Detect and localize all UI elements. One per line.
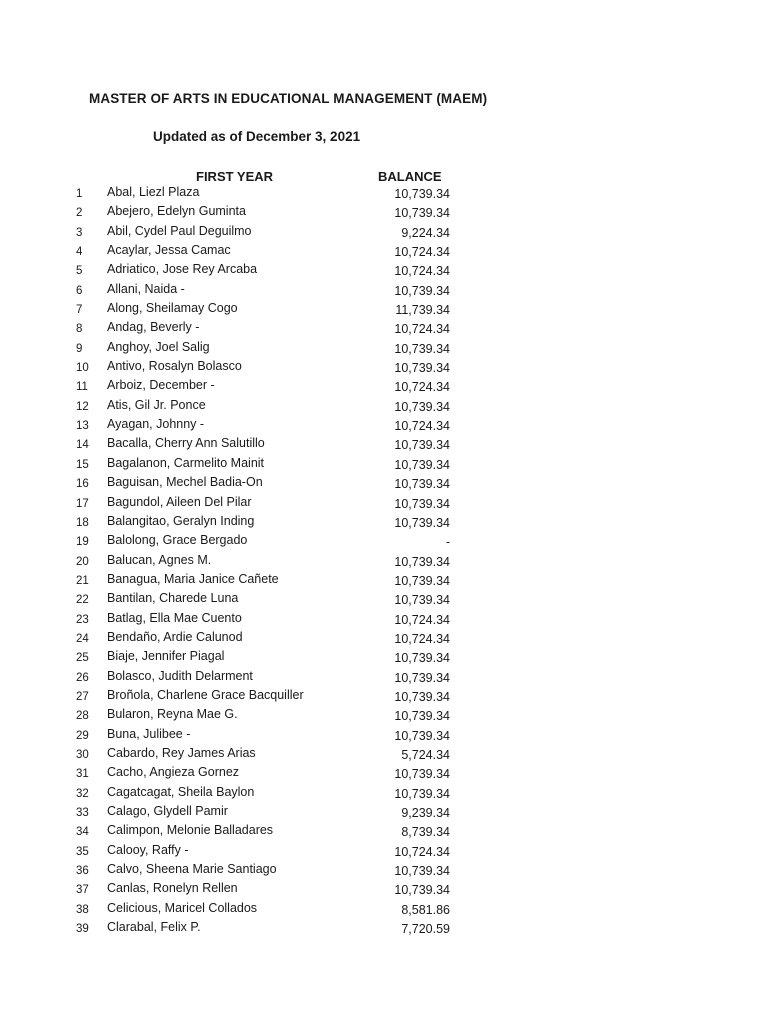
balance-value: 10,724.34 bbox=[394, 380, 450, 395]
table-row bbox=[0, 339, 768, 358]
row-number: 33 bbox=[76, 807, 89, 819]
student-name: Bolasco, Judith Delarment bbox=[107, 668, 253, 683]
balance-value: 10,739.34 bbox=[394, 670, 450, 685]
balance-value: 10,724.34 bbox=[394, 245, 450, 260]
balance-value: 10,739.34 bbox=[394, 283, 450, 298]
row-number: 21 bbox=[76, 574, 89, 587]
table-row bbox=[0, 203, 768, 222]
balance-value: 10,739.34 bbox=[394, 515, 450, 530]
row-number: 39 bbox=[76, 923, 89, 936]
balance-list bbox=[0, 184, 768, 938]
student-name: Abil, Cydel Paul Deguilmo bbox=[107, 223, 252, 238]
student-name: Balangitao, Geralyn Inding bbox=[107, 513, 255, 528]
table-row bbox=[0, 919, 768, 938]
balance-value: 10,739.34 bbox=[394, 573, 450, 588]
row-number: 25 bbox=[76, 652, 89, 665]
document-subtitle: Updated as of December 3, 2021 bbox=[153, 129, 361, 144]
table-row bbox=[0, 281, 768, 300]
balance-value: 9,224.34 bbox=[401, 225, 450, 240]
table-row bbox=[0, 822, 768, 841]
row-number: 20 bbox=[76, 555, 89, 568]
student-name: Adriatico, Jose Rey Arcaba bbox=[107, 262, 258, 277]
balance-value: - bbox=[445, 535, 450, 550]
row-number: 30 bbox=[76, 748, 89, 761]
table-row bbox=[0, 358, 768, 377]
table-row bbox=[0, 319, 768, 338]
student-name: Arboiz, December - bbox=[107, 378, 215, 393]
student-name: Calvo, Sheena Marie Santiago bbox=[107, 862, 277, 877]
student-name: Batlag, Ella Mae Cuento bbox=[107, 610, 242, 625]
table-row bbox=[0, 416, 768, 435]
table-row bbox=[0, 590, 768, 609]
balance-value: 10,739.34 bbox=[394, 187, 450, 201]
table-row bbox=[0, 242, 768, 261]
table-row bbox=[0, 513, 768, 532]
table-row bbox=[0, 474, 768, 493]
table-row bbox=[0, 880, 768, 899]
balance-value: 10,724.34 bbox=[394, 419, 450, 434]
row-number: 38 bbox=[76, 903, 89, 916]
row-number: 35 bbox=[76, 845, 89, 858]
table-row bbox=[0, 648, 768, 667]
row-number: 2 bbox=[76, 207, 83, 220]
student-name: Canlas, Ronelyn Rellen bbox=[107, 881, 238, 896]
row-number: 14 bbox=[76, 439, 89, 452]
row-number: 6 bbox=[76, 284, 83, 297]
row-number: 16 bbox=[76, 478, 89, 491]
balance-value: 10,739.34 bbox=[394, 864, 450, 879]
student-name: Andag, Beverly - bbox=[107, 320, 200, 335]
row-number: 34 bbox=[76, 826, 89, 839]
table-row bbox=[0, 377, 768, 396]
table-row bbox=[0, 397, 768, 416]
student-name: Bantilan, Charede Luna bbox=[107, 591, 239, 606]
table-row bbox=[0, 803, 768, 822]
row-number: 23 bbox=[76, 613, 89, 626]
table-row bbox=[0, 455, 768, 474]
balance-value: 10,739.34 bbox=[394, 399, 450, 414]
row-number: 4 bbox=[76, 246, 83, 259]
balance-value: 10,739.34 bbox=[394, 767, 450, 782]
row-number: 18 bbox=[76, 516, 89, 529]
table-row bbox=[0, 764, 768, 783]
balance-value: 10,724.34 bbox=[394, 322, 450, 337]
table-row bbox=[0, 745, 768, 764]
balance-value: 7,720.59 bbox=[401, 922, 450, 937]
table-row bbox=[0, 687, 768, 706]
table-row bbox=[0, 532, 768, 551]
row-number: 17 bbox=[76, 497, 89, 510]
table-row bbox=[0, 184, 768, 203]
table-row bbox=[0, 223, 768, 242]
table-row bbox=[0, 726, 768, 745]
student-name: Calimpon, Melonie Balladares bbox=[107, 823, 274, 838]
row-number: 10 bbox=[76, 362, 89, 375]
balance-value: 5,724.34 bbox=[401, 747, 450, 762]
student-name: Bularon, Reyna Mae G. bbox=[107, 707, 238, 722]
row-number: 7 bbox=[76, 304, 83, 317]
table-row bbox=[0, 571, 768, 590]
table-row bbox=[0, 261, 768, 280]
balance-value: 10,739.34 bbox=[394, 477, 450, 492]
row-number: 22 bbox=[76, 594, 89, 607]
row-number: 3 bbox=[76, 226, 83, 239]
student-name: Cagatcagat, Sheila Baylon bbox=[107, 784, 255, 799]
student-name: Calooy, Raffy - bbox=[107, 842, 189, 857]
row-number: 29 bbox=[76, 729, 89, 742]
row-number: 13 bbox=[76, 420, 89, 433]
student-name: Abal, Liezl Plaza bbox=[107, 185, 200, 199]
row-number: 32 bbox=[76, 787, 89, 800]
student-name: Balucan, Agnes M. bbox=[107, 552, 212, 567]
student-name: Bagundol, Aileen Del Pilar bbox=[107, 494, 252, 509]
balance-value: 11,739.34 bbox=[395, 303, 450, 318]
column-header-name: FIRST YEAR bbox=[196, 169, 274, 184]
student-name: Celicious, Maricel Collados bbox=[107, 900, 258, 915]
row-number: 37 bbox=[76, 884, 89, 897]
balance-value: 10,739.34 bbox=[394, 206, 450, 221]
student-name: Banagua, Maria Janice Cañete bbox=[107, 571, 279, 586]
balance-value: 10,739.34 bbox=[394, 651, 450, 666]
balance-value: 8,739.34 bbox=[401, 825, 450, 840]
balance-value: 10,739.34 bbox=[394, 361, 450, 376]
table-row bbox=[0, 784, 768, 803]
row-number: 28 bbox=[76, 710, 89, 723]
row-number: 27 bbox=[76, 690, 89, 703]
student-name: Balolong, Grace Bergado bbox=[107, 533, 248, 548]
student-name: Acaylar, Jessa Camac bbox=[107, 243, 231, 258]
table-row bbox=[0, 494, 768, 513]
student-name: Clarabal, Felix P. bbox=[107, 920, 201, 935]
balance-value: 10,739.34 bbox=[394, 554, 450, 569]
student-name: Anghoy, Joel Salig bbox=[107, 339, 210, 354]
balance-value: 10,739.34 bbox=[394, 689, 450, 704]
student-name: Biaje, Jennifer Piagal bbox=[107, 649, 225, 664]
row-number: 9 bbox=[76, 342, 83, 355]
student-name: Atis, Gil Jr. Ponce bbox=[107, 397, 206, 412]
row-number: 5 bbox=[76, 265, 83, 278]
table-row bbox=[0, 300, 768, 319]
student-name: Bagalanon, Carmelito Mainit bbox=[107, 455, 265, 470]
student-name: Buna, Julibee - bbox=[107, 726, 191, 741]
row-number: 26 bbox=[76, 671, 89, 684]
student-name: Bendaño, Ardie Calunod bbox=[107, 629, 243, 644]
balance-value: 10,739.34 bbox=[394, 786, 450, 801]
student-name: Broñola, Charlene Grace Bacquiller bbox=[107, 687, 304, 702]
balance-value: 10,724.34 bbox=[394, 631, 450, 646]
row-number: 8 bbox=[76, 323, 83, 336]
table-row bbox=[0, 629, 768, 648]
table-row bbox=[0, 706, 768, 725]
balance-value: 10,739.34 bbox=[394, 438, 450, 453]
table-row bbox=[0, 668, 768, 687]
table-row bbox=[0, 900, 768, 919]
row-number: 1 bbox=[76, 188, 83, 200]
student-name: Cabardo, Rey James Arias bbox=[107, 745, 256, 760]
student-name: Antivo, Rosalyn Bolasco bbox=[107, 359, 242, 374]
student-name: Baguisan, Mechel Badia-On bbox=[107, 475, 263, 490]
balance-value: 8,581.86 bbox=[401, 902, 450, 917]
balance-value: 10,724.34 bbox=[394, 612, 450, 627]
student-name: Bacalla, Cherry Ann Salutillo bbox=[107, 436, 265, 451]
row-number: 11 bbox=[76, 381, 88, 394]
balance-value: 10,739.34 bbox=[394, 709, 450, 724]
balance-value: 10,739.34 bbox=[394, 496, 450, 511]
student-name: Ayagan, Johnny - bbox=[107, 417, 205, 432]
row-number: 19 bbox=[76, 536, 89, 549]
document-title: MASTER OF ARTS IN EDUCATIONAL MANAGEMENT (MAEM) bbox=[89, 91, 488, 106]
balance-value: 10,739.34 bbox=[394, 728, 450, 743]
student-name: Calago, Glydell Pamir bbox=[107, 804, 228, 818]
balance-value: 10,739.34 bbox=[394, 593, 450, 608]
balance-value: 10,739.34 bbox=[394, 457, 450, 472]
row-number: 12 bbox=[76, 400, 89, 413]
table-row bbox=[0, 861, 768, 880]
balance-value: 10,739.34 bbox=[394, 883, 450, 898]
student-name: Abejero, Edelyn Guminta bbox=[107, 204, 246, 219]
balance-value: 9,239.34 bbox=[401, 806, 450, 820]
table-row bbox=[0, 435, 768, 454]
table-row bbox=[0, 842, 768, 861]
balance-value: 10,724.34 bbox=[394, 264, 450, 279]
row-number: 24 bbox=[76, 632, 89, 645]
row-number: 36 bbox=[76, 865, 89, 878]
student-name: Cacho, Angieza Gornez bbox=[107, 765, 240, 780]
balance-value: 10,724.34 bbox=[394, 844, 450, 859]
row-number: 31 bbox=[76, 768, 89, 781]
table-row bbox=[0, 610, 768, 629]
student-name: Along, Sheilamay Cogo bbox=[107, 301, 238, 316]
student-name: Allani, Naida - bbox=[107, 281, 185, 296]
table-row bbox=[0, 552, 768, 571]
balance-value: 10,739.34 bbox=[394, 341, 450, 356]
column-header-balance: BALANCE bbox=[378, 169, 442, 184]
row-number: 15 bbox=[76, 458, 89, 471]
